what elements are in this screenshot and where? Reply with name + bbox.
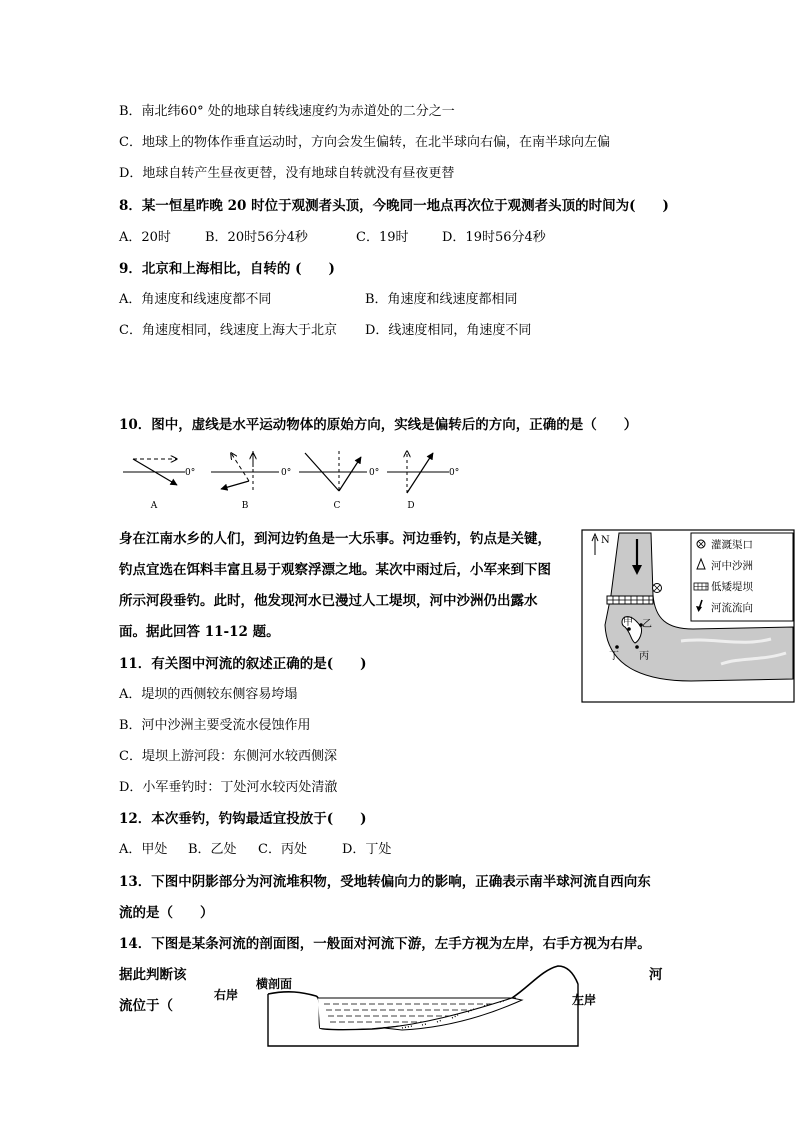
passage-line-2: 钓点宜选在饵料丰富且易于观察浮漂之地。某次中雨过后，小军来到下图 xyxy=(119,562,551,578)
q14-stem-line-3: 流位于（ xyxy=(119,998,173,1014)
panel-b xyxy=(211,451,291,511)
q9-option-c: C．角速度相同，线速度上海大于北京 xyxy=(119,323,337,338)
q7-option-d: D．地球自转产生昼夜更替，没有地球自转就没有昼夜更替 xyxy=(119,166,455,181)
section-title: 横剖面 xyxy=(256,977,293,991)
q7-option-b: B．南北纬60° 处的地球自转线速度约为赤道处的二分之一 xyxy=(119,104,455,119)
river-map xyxy=(581,529,795,703)
legend-dam: 低矮堤坝 xyxy=(711,581,753,593)
q12-stem: 12．本次垂钓，钓钩最适宜投放于( ) xyxy=(119,811,367,827)
panel-c-degree: 0° xyxy=(369,468,380,478)
q8-option-c: C．19时 xyxy=(356,230,409,245)
panel-d-letter: D xyxy=(407,501,415,511)
legend-flow: 河流流向 xyxy=(711,602,753,614)
q8-option-a: A．20时 xyxy=(119,230,171,245)
place-ding: 丁 xyxy=(609,651,619,662)
q14-stem-line-1: 14．下图是某条河流的剖面图，一般面对河流下游，左手方视为左岸，右手方视为右岸。 xyxy=(119,936,651,952)
panel-a xyxy=(123,459,195,511)
q10-deflection-figure xyxy=(119,447,479,513)
place-yi: 乙 xyxy=(642,619,652,630)
river-cross-section xyxy=(212,958,596,1054)
q11-option-b: B．河中沙洲主要受流水侵蚀作用 xyxy=(119,718,311,733)
q12-option-b: B．乙处 xyxy=(188,842,237,857)
q9-option-b: B．角速度和线速度都相同 xyxy=(365,292,518,307)
q11-option-d: D．小军垂钓时：丁处河水较丙处清澈 xyxy=(119,780,338,795)
passage-line-1: 身在江南水乡的人们，到河边钓鱼是一大乐事。河边垂钓，钓点是关键， xyxy=(119,531,551,547)
q14-stem-line-2-end: 河 xyxy=(649,967,663,983)
q8-option-d: D．19时56分4秒 xyxy=(442,230,546,245)
legend-canal: 灌溉渠口 xyxy=(711,539,753,551)
q11-option-c: C．堤坝上游河段：东侧河水较西侧深 xyxy=(119,749,337,764)
q12-option-a: A．甲处 xyxy=(119,842,168,857)
panel-b-degree: 0° xyxy=(281,468,292,478)
panel-a-letter: A xyxy=(150,501,158,511)
legend-sandbar: 河中沙洲 xyxy=(711,560,753,572)
north-label: N xyxy=(601,535,610,546)
q8-option-b: B．20时56分4秒 xyxy=(205,230,308,245)
passage-line-4: 面。据此回答 11-12 题。 xyxy=(119,624,280,640)
q7-option-c: C．地球上的物体作垂直运动时，方向会发生偏转，在北半球向右偏，在南半球向左偏 xyxy=(119,135,610,150)
q11-option-a: A．堤坝的西侧较东侧容易垮塌 xyxy=(119,687,298,702)
panel-a-degree: 0° xyxy=(185,468,196,478)
panel-c-letter: C xyxy=(333,501,341,511)
q8-stem: 8．某一恒星昨晚 20 时位于观测者头顶，今晚同一地点再次位于观测者头顶的时间为( ) xyxy=(119,198,669,214)
place-jia: 甲 xyxy=(623,617,633,628)
panel-d xyxy=(387,451,459,511)
place-bing: 丙 xyxy=(639,651,649,662)
q9-option-d: D．线速度相同，角速度不同 xyxy=(365,323,532,338)
q13-stem-line-1: 13．下图中阴影部分为河流堆积物，受地转偏向力的影响，正确表示南半球河流自西向东 xyxy=(119,874,651,890)
panel-b-letter: B xyxy=(241,501,249,511)
left-bank-label: 左岸 xyxy=(571,993,596,1007)
panel-d-degree: 0° xyxy=(449,468,460,478)
q12-option-c: C．丙处 xyxy=(258,842,307,857)
panel-c xyxy=(299,451,379,511)
q10-stem: 10．图中，虚线是水平运动物体的原始方向，实线是偏转后的方向，正确的是（ ） xyxy=(119,417,638,433)
q9-option-a: A．角速度和线速度都不同 xyxy=(119,292,272,307)
q14-stem-line-2: 据此判断该 xyxy=(119,967,187,983)
passage-line-3: 所示河段垂钓。此时，他发现河水已漫过人工堤坝，河中沙洲仍出露水 xyxy=(119,593,538,609)
right-bank-label: 右岸 xyxy=(214,988,239,1002)
q11-stem: 11．有关图中河流的叙述正确的是( ) xyxy=(119,656,367,672)
q13-stem-line-2: 流的是（ ） xyxy=(119,905,214,921)
q12-option-d: D．丁处 xyxy=(342,842,392,857)
q9-stem: 9．北京和上海相比，自转的 ( ) xyxy=(119,261,335,277)
